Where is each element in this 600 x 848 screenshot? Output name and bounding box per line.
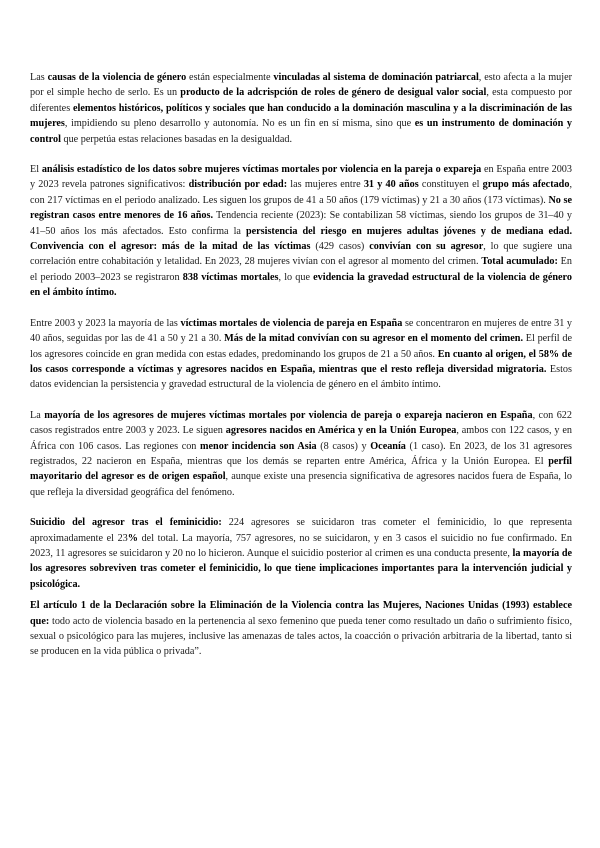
- paragraph-statistical-analysis: [30, 162, 572, 301]
- bold-text-run: 31 y 40 años: [363, 179, 419, 191]
- text-run: , esto afecta a la mujer por el simple hecho de serlo. Es un: [30, 72, 572, 99]
- text-run: , con 622 casos registrados entre 2003 y 2023. Le siguen: [30, 409, 572, 437]
- bold-text-run: análisis estadístico de los datos sobre mujeres víctimas mortales por violencia en la pareja o expareja: [41, 164, 482, 176]
- text-run: todo acto de violencia basado en la pertenencia al sexo femenino que pueda tener como resultado un daño o sufrimiento físico, sexual o psicológico para las mujeres, inclusive las amenazas de tales actos, la coacción o privación arbitraria de la libertad, tanto si se producen en la vida pública o privada”.: [30, 615, 572, 658]
- text-run: están especialmente: [186, 72, 274, 83]
- bold-text-run: distribución por edad:: [188, 179, 288, 191]
- bold-text-run: vinculadas al sistema de dominación patriarcal: [273, 72, 479, 83]
- bold-text-run: víctimas mortales de violencia de pareja en España: [180, 317, 403, 329]
- text-run: que perpetúa estas relaciones basadas en la desigualdad.: [60, 133, 293, 145]
- text-run: Estos datos evidencian la persistencia y gravedad estructural de la violencia de género en el ámbito íntimo.: [30, 363, 572, 391]
- bold-text-run: elementos históricos, políticos y sociales que han conducido a la dominación masculina y a la discriminación de las mujeres: [30, 102, 572, 130]
- bold-text-run: Total acumulado:: [481, 256, 558, 268]
- bold-text-run: agresores nacidos en América y en la Unión Europea: [225, 425, 457, 437]
- text-run: , lo que: [278, 271, 314, 283]
- text-run: El: [30, 164, 42, 176]
- bold-text-run: producto de la adcrispción de roles de género de desigual valor social: [180, 87, 487, 99]
- text-run: La: [30, 409, 45, 421]
- text-run: Las: [30, 72, 48, 83]
- text-run: (1 caso). En 2023, de los 31 agresores registrados, 22 nacieron en España, mientras que los demás se reparten entre América, África y la Unión Europea. El: [30, 440, 572, 467]
- text-run: , lo que sugiere una correlación entre cohabitación y letalidad. En 2023, 28 mujeres vivían con el agresor al momento del crimen.: [30, 241, 572, 268]
- bold-text-run: causas de la violencia de género: [47, 72, 187, 83]
- text-run: , impidiendo su pleno desarrollo y autonomía. No es un fin en sí misma, sino que: [64, 118, 415, 130]
- bold-text-run: Convivencia con el agresor: más de la mitad de las víctimas: [30, 241, 311, 253]
- bold-text-run: evidencia la gravedad estructural de la violencia de género en el ámbito íntimo.: [30, 271, 572, 299]
- bold-text-run: la mayoría de los agresores sobreviven tras cometer el feminicidio, lo que tiene implicaciones importantes para la intervención judicial y psicológica.: [30, 547, 573, 590]
- text-run: (8 casos) y: [316, 440, 371, 452]
- text-run: , con 217 víctimas en el periodo analizado. Les siguen los grupos de 41 a 50 años (179 víctimas) y 21 a 30 años (173 víctimas).: [30, 179, 572, 206]
- paragraph-causes: [30, 70, 572, 147]
- text-run: las mujeres entre: [287, 179, 364, 191]
- bold-text-run: menor incidencia son Asia: [200, 440, 317, 452]
- text-run: 224 agresores se suicidaron tras cometer el feminicidio, lo que representa aproximadamente el 23: [30, 517, 572, 544]
- bold-text-run: No se registran casos entre menores de 16 años.: [30, 194, 573, 222]
- bold-text-run: Oceanía: [370, 440, 406, 452]
- bold-text-run: El artículo 1 de la Declaración sobre la Eliminación de la Violencia contra las Mujeres, Naciones Unidas (1993) establece que:: [30, 600, 572, 627]
- bold-text-run: %: [127, 532, 138, 544]
- bold-text-run: persistencia del riesgo en mujeres adultas jóvenes y de mediana edad.: [245, 225, 572, 237]
- bold-text-run: Más de la mitad convivían con su agresor en el momento del crimen.: [224, 333, 524, 345]
- bold-text-run: convivían con su agresor: [369, 241, 484, 253]
- text-run: Tendencia reciente (2023): Se contabilizan 58 víctimas, siendo los grupos de 31–40 y 41–50 años los más afectados. Esto confirma la: [30, 210, 572, 237]
- paragraph-aggressor-origin: [30, 408, 572, 500]
- bold-text-run: 838 víctimas mortales: [182, 271, 279, 283]
- text-run: , esta compuesto por diferentes: [30, 87, 573, 114]
- text-run: en España entre 2003 y 2023 revela patrones significativos:: [30, 164, 572, 191]
- bold-text-run: perfil mayoritario del agresor es de origen español: [30, 455, 572, 483]
- paragraph-aggressor-suicide: [30, 515, 572, 592]
- bold-text-run: grupo más afectado: [482, 179, 570, 191]
- text-run: del total. La mayoría, 757 agresores, no se suicidaron, y en 3 casos el suicidio no fue confirmado. En 2023, 11 agresores se suicidaron y 20 no lo hicieron. Aunque el suicidio posterior al crimen es una conducta presente,: [30, 532, 572, 559]
- text-run: Entre 2003 y 2023 la mayoría de las: [30, 317, 181, 329]
- paragraph-un-declaration: [30, 598, 572, 660]
- text-run: se concentraron en mujeres de entre 31 y 40 años, seguidas por las de 41 a 50 y 21 a 30.: [30, 317, 573, 345]
- text-run: En el periodo 2003–2023 se registraron: [30, 256, 572, 283]
- bold-text-run: es un instrumento de dominación y control: [30, 118, 573, 145]
- bold-text-run: mayoría de los agresores de mujeres víctimas mortales por violencia de pareja o expareja nacieron en España: [44, 409, 533, 421]
- paragraph-summary-2003-2023: [30, 316, 572, 393]
- text-run: , aunque existe una presencia significativa de agresores nacidos fuera de España, lo que refleja la diversidad geográfica del fenómeno.: [30, 471, 573, 498]
- bold-text-run: En cuanto al origen, el 58% de los casos corresponde a víctimas y agresores nacidos en España, mientras que el resto refleja diversidad migratoria.: [30, 348, 572, 375]
- text-run: constituyen el: [418, 179, 483, 191]
- bold-text-run: Suicidio del agresor tras el feminicidio:: [30, 517, 222, 529]
- text-run: (429 casos): [310, 241, 370, 253]
- text-run: , ambos con 122 casos, y en África con 106 casos. Las regiones con: [30, 425, 573, 452]
- text-run: El perfil de los agresores coincide en gran medida con estas edades, predominando los grupos de 21 a 50 años.: [30, 333, 572, 360]
- document-page: [30, 70, 572, 675]
